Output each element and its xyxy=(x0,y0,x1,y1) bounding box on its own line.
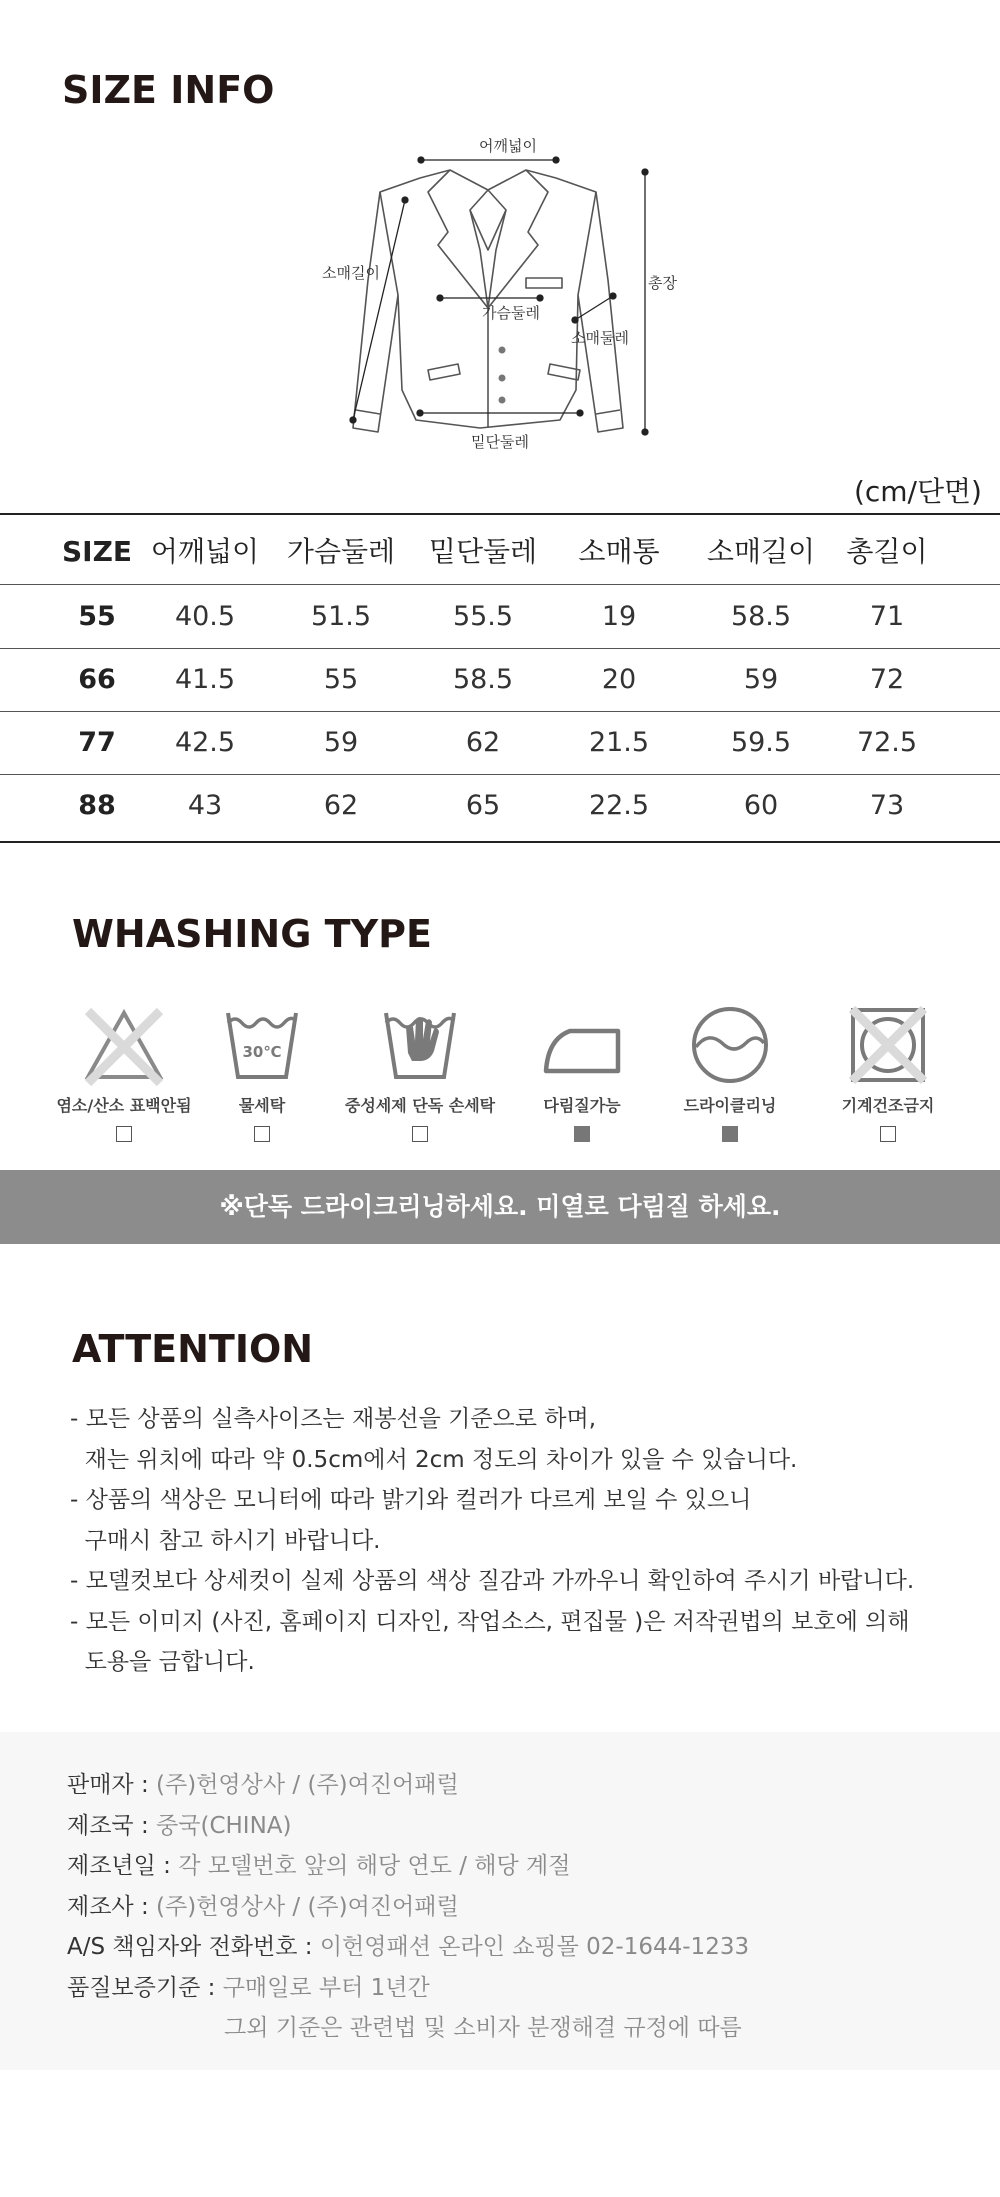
hand-wash-icon xyxy=(380,1005,460,1085)
hem-label: 밑단둘레 xyxy=(471,433,529,451)
product-info-row xyxy=(67,1807,292,1840)
header-shoulder: 어깨넓이 xyxy=(150,535,260,568)
washing-label: 드라이클리닝 xyxy=(683,1096,777,1115)
measure-cell: 71 xyxy=(869,601,905,632)
table-header-row xyxy=(0,520,1000,584)
attention-title: ATTENTION xyxy=(72,1327,314,1371)
product-info-value: 구매일로 부터 1년간 xyxy=(222,1974,430,2001)
product-info-value: (주)헌영상사 / (주)여진어패럴 xyxy=(156,1772,459,1798)
measure-cell: 62 xyxy=(465,727,501,758)
measure-cell: 73 xyxy=(869,790,905,821)
dry-clean-icon xyxy=(688,1003,772,1087)
product-info-value: 이헌영패션 온라인 쇼핑몰 02-1644-1233 xyxy=(319,1934,750,1960)
product-info-value: 중국(CHINA) xyxy=(156,1812,292,1839)
unit-label: (cm/단면) xyxy=(853,475,982,508)
no-tumble-dry-icon xyxy=(848,1005,928,1085)
measure-cell: 40.5 xyxy=(174,601,236,632)
measure-cell: 59.5 xyxy=(730,727,792,758)
product-info-label: 품질보증기준 : xyxy=(67,1974,223,2001)
table-top-border xyxy=(0,513,1000,515)
measure-cell: 42.5 xyxy=(174,727,236,758)
measure-cell: 58.5 xyxy=(730,601,792,632)
iron-icon xyxy=(540,1005,624,1085)
washing-label: 다림질가능 xyxy=(543,1096,621,1115)
wash-30-icon xyxy=(222,1005,302,1085)
jacket-diagram xyxy=(320,130,680,460)
sleeve-length-label: 소매길이 xyxy=(322,264,380,282)
product-info-row xyxy=(67,1969,430,2002)
size-info-title: SIZE INFO xyxy=(62,68,275,112)
measure-cell: 21.5 xyxy=(588,727,650,758)
header-sleeve-width: 소매통 xyxy=(578,535,660,568)
measure-cell: 20 xyxy=(601,664,637,695)
washing-label: 기계건조금지 xyxy=(841,1096,935,1115)
product-info-row xyxy=(224,2009,742,2042)
washing-label: 물세탁 xyxy=(238,1096,286,1115)
shoulder-label: 어깨넓이 xyxy=(479,137,537,155)
size-cell: 55 xyxy=(78,601,116,632)
header-chest: 가슴둘레 xyxy=(286,535,396,568)
size-cell: 66 xyxy=(78,664,116,695)
washing-checkbox xyxy=(880,1126,896,1142)
measure-cell: 43 xyxy=(187,790,223,821)
measure-cell: 72 xyxy=(869,664,905,695)
product-info-label: 판매자 : xyxy=(67,1772,157,1798)
table-row xyxy=(0,774,1000,838)
measure-cell: 51.5 xyxy=(310,601,372,632)
header-total-length: 총길이 xyxy=(846,535,928,568)
measure-cell: 59 xyxy=(323,727,359,758)
washing-checkbox xyxy=(722,1126,738,1142)
attention-line: - 상품의 색상은 모니터에 따라 밝기와 컬러가 다르게 보일 수 있으니 xyxy=(70,1487,752,1513)
washing-label: 염소/산소 표백안됨 xyxy=(56,1096,192,1115)
washing-checkbox xyxy=(574,1126,590,1142)
header-hem: 밑단둘레 xyxy=(428,535,538,568)
table-row xyxy=(0,648,1000,712)
total-length-label: 총장 xyxy=(648,274,677,292)
table-row xyxy=(0,711,1000,775)
measure-cell: 62 xyxy=(323,790,359,821)
product-info-row xyxy=(67,1847,570,1880)
attention-line: 구매시 참고 하시기 바랍니다. xyxy=(70,1527,381,1554)
attention-line: - 모델컷보다 상세컷이 실제 상품의 색상 질감과 가까우니 확인하여 주시기 바랍니다. xyxy=(70,1568,915,1594)
measure-cell: 59 xyxy=(743,664,779,695)
attention-line: - 모든 상품의 실측사이즈는 재봉선을 기준으로 하며, xyxy=(70,1406,597,1432)
measure-cell: 60 xyxy=(743,790,779,821)
measure-cell: 65 xyxy=(465,790,501,821)
measure-cell: 55.5 xyxy=(452,601,514,632)
washing-title: WHASHING TYPE xyxy=(72,912,432,956)
washing-checkbox xyxy=(412,1126,428,1142)
product-info-row xyxy=(67,1928,749,1961)
attention-line: - 모든 이미지 (사진, 홈페이지 디자인, 작업소스, 편집물 )은 저작권법의 보호에 의해 xyxy=(70,1608,910,1635)
product-info-label: 제조국 : xyxy=(67,1812,157,1839)
size-cell: 88 xyxy=(78,790,116,821)
sleeve-width-label: 소매둘레 xyxy=(571,329,629,347)
washing-notice-banner: ※단독 드라이크리닝하세요. 미열로 다림질 하세요. xyxy=(0,1170,1000,1244)
chest-label: 가슴둘레 xyxy=(482,304,540,322)
measure-cell: 22.5 xyxy=(588,790,650,821)
attention-line: 재는 위치에 따라 약 0.5cm에서 2cm 정도의 차이가 있을 수 있습니다. xyxy=(70,1446,798,1473)
product-info-value: (주)헌영상사 / (주)여진어패럴 xyxy=(156,1893,459,1920)
measure-cell: 19 xyxy=(601,601,637,632)
table-bottom-border xyxy=(0,841,1000,843)
washing-label: 중성세제 단독 손세탁 xyxy=(344,1096,496,1115)
measure-cell: 55 xyxy=(323,664,359,695)
attention-line: 도용을 금합니다. xyxy=(70,1649,255,1675)
header-size: SIZE xyxy=(61,535,132,568)
wash-temp-badge: 30℃ xyxy=(242,1043,282,1061)
measure-cell: 58.5 xyxy=(452,664,514,695)
product-info-value: 각 모델번호 앞의 해당 연도 / 해당 계절 xyxy=(178,1853,571,1879)
product-info-row xyxy=(67,1888,459,1921)
product-info-label: A/S 책임자와 전화번호 : xyxy=(67,1934,320,1960)
washing-checkbox xyxy=(254,1126,270,1142)
header-sleeve-length: 소매길이 xyxy=(706,535,816,568)
table-row xyxy=(0,585,1000,649)
measure-cell: 72.5 xyxy=(856,727,918,758)
size-cell: 77 xyxy=(78,727,116,758)
no-bleach-icon xyxy=(82,1005,166,1089)
product-info-label: 제조년일 : xyxy=(67,1853,179,1879)
product-info-row xyxy=(67,1766,459,1799)
washing-checkbox xyxy=(116,1126,132,1142)
measure-cell: 41.5 xyxy=(174,664,236,695)
product-info-value: 그외 기준은 관련법 및 소비자 분쟁해결 규정에 따름 xyxy=(224,2015,742,2041)
product-info-label: 제조사 : xyxy=(67,1893,157,1920)
